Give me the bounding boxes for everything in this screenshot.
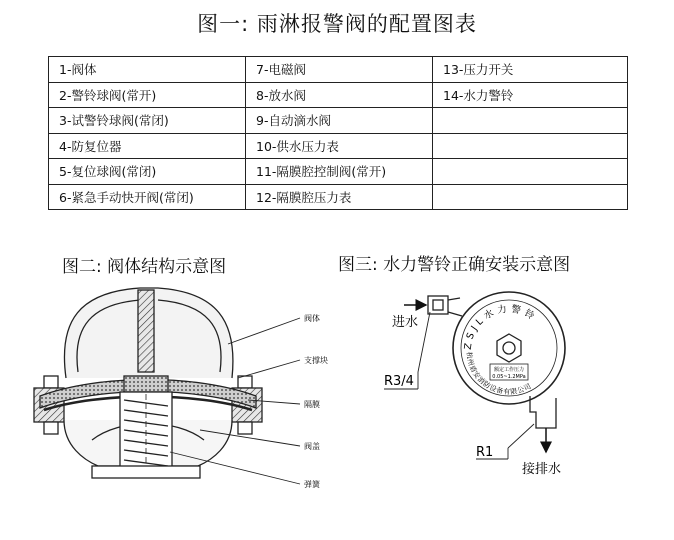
table-cell: 6-紧急手动快开阀(常闭): [49, 184, 246, 210]
table-cell: 1-阀体: [49, 57, 246, 83]
table-cell: 4-防复位器: [49, 133, 246, 159]
r1-label: R1: [476, 445, 494, 460]
table-cell: 14-水力警铃: [433, 82, 628, 108]
table-cell: 10-供水压力表: [246, 133, 433, 159]
table-cell: 12-隔膜腔压力表: [246, 184, 433, 210]
table-cell: 8-放水阀: [246, 82, 433, 108]
figure2-caption: 图二: 阀体结构示意图: [62, 257, 227, 277]
r34-label: R3/4: [384, 374, 414, 389]
table-cell: 3-试警铃球阀(常闭): [49, 108, 246, 134]
table-cell: 9-自动滴水阀: [246, 108, 433, 134]
inlet-label: 进水: [392, 315, 419, 330]
page-title: 图一: 雨淋报警阀的配置图表: [197, 12, 477, 36]
figure3-caption: 图三: 水力警铃正确安装示意图: [338, 255, 571, 275]
label-support-block: 支撑块: [304, 356, 328, 365]
table-cell: 2-警铃球阀(常开): [49, 82, 246, 108]
valve-section-drawing: [34, 288, 300, 484]
table-cell: 11-隔膜腔控制阀(常开): [246, 159, 433, 185]
plate-line1: 额定工作压力: [493, 367, 525, 373]
table-cell: 13-压力开关: [433, 57, 628, 83]
label-valve-cover: 阀盖: [304, 442, 320, 451]
table-cell: 5-复位球阀(常闭): [49, 159, 246, 185]
plate-line2: 0.05~1.2MPa: [492, 374, 526, 380]
bell-text-top: ZSJL水力警铃: [462, 303, 540, 351]
label-diaphragm: 隔膜: [304, 400, 320, 409]
bell-text-bottom: 杭州盾安消防设备有限公司: [464, 351, 533, 397]
drain-label: 接排水: [522, 462, 562, 477]
table-cell: 7-电磁阀: [246, 57, 433, 83]
label-valve-body: 阀体: [304, 314, 320, 323]
label-spring: 弹簧: [304, 480, 320, 489]
